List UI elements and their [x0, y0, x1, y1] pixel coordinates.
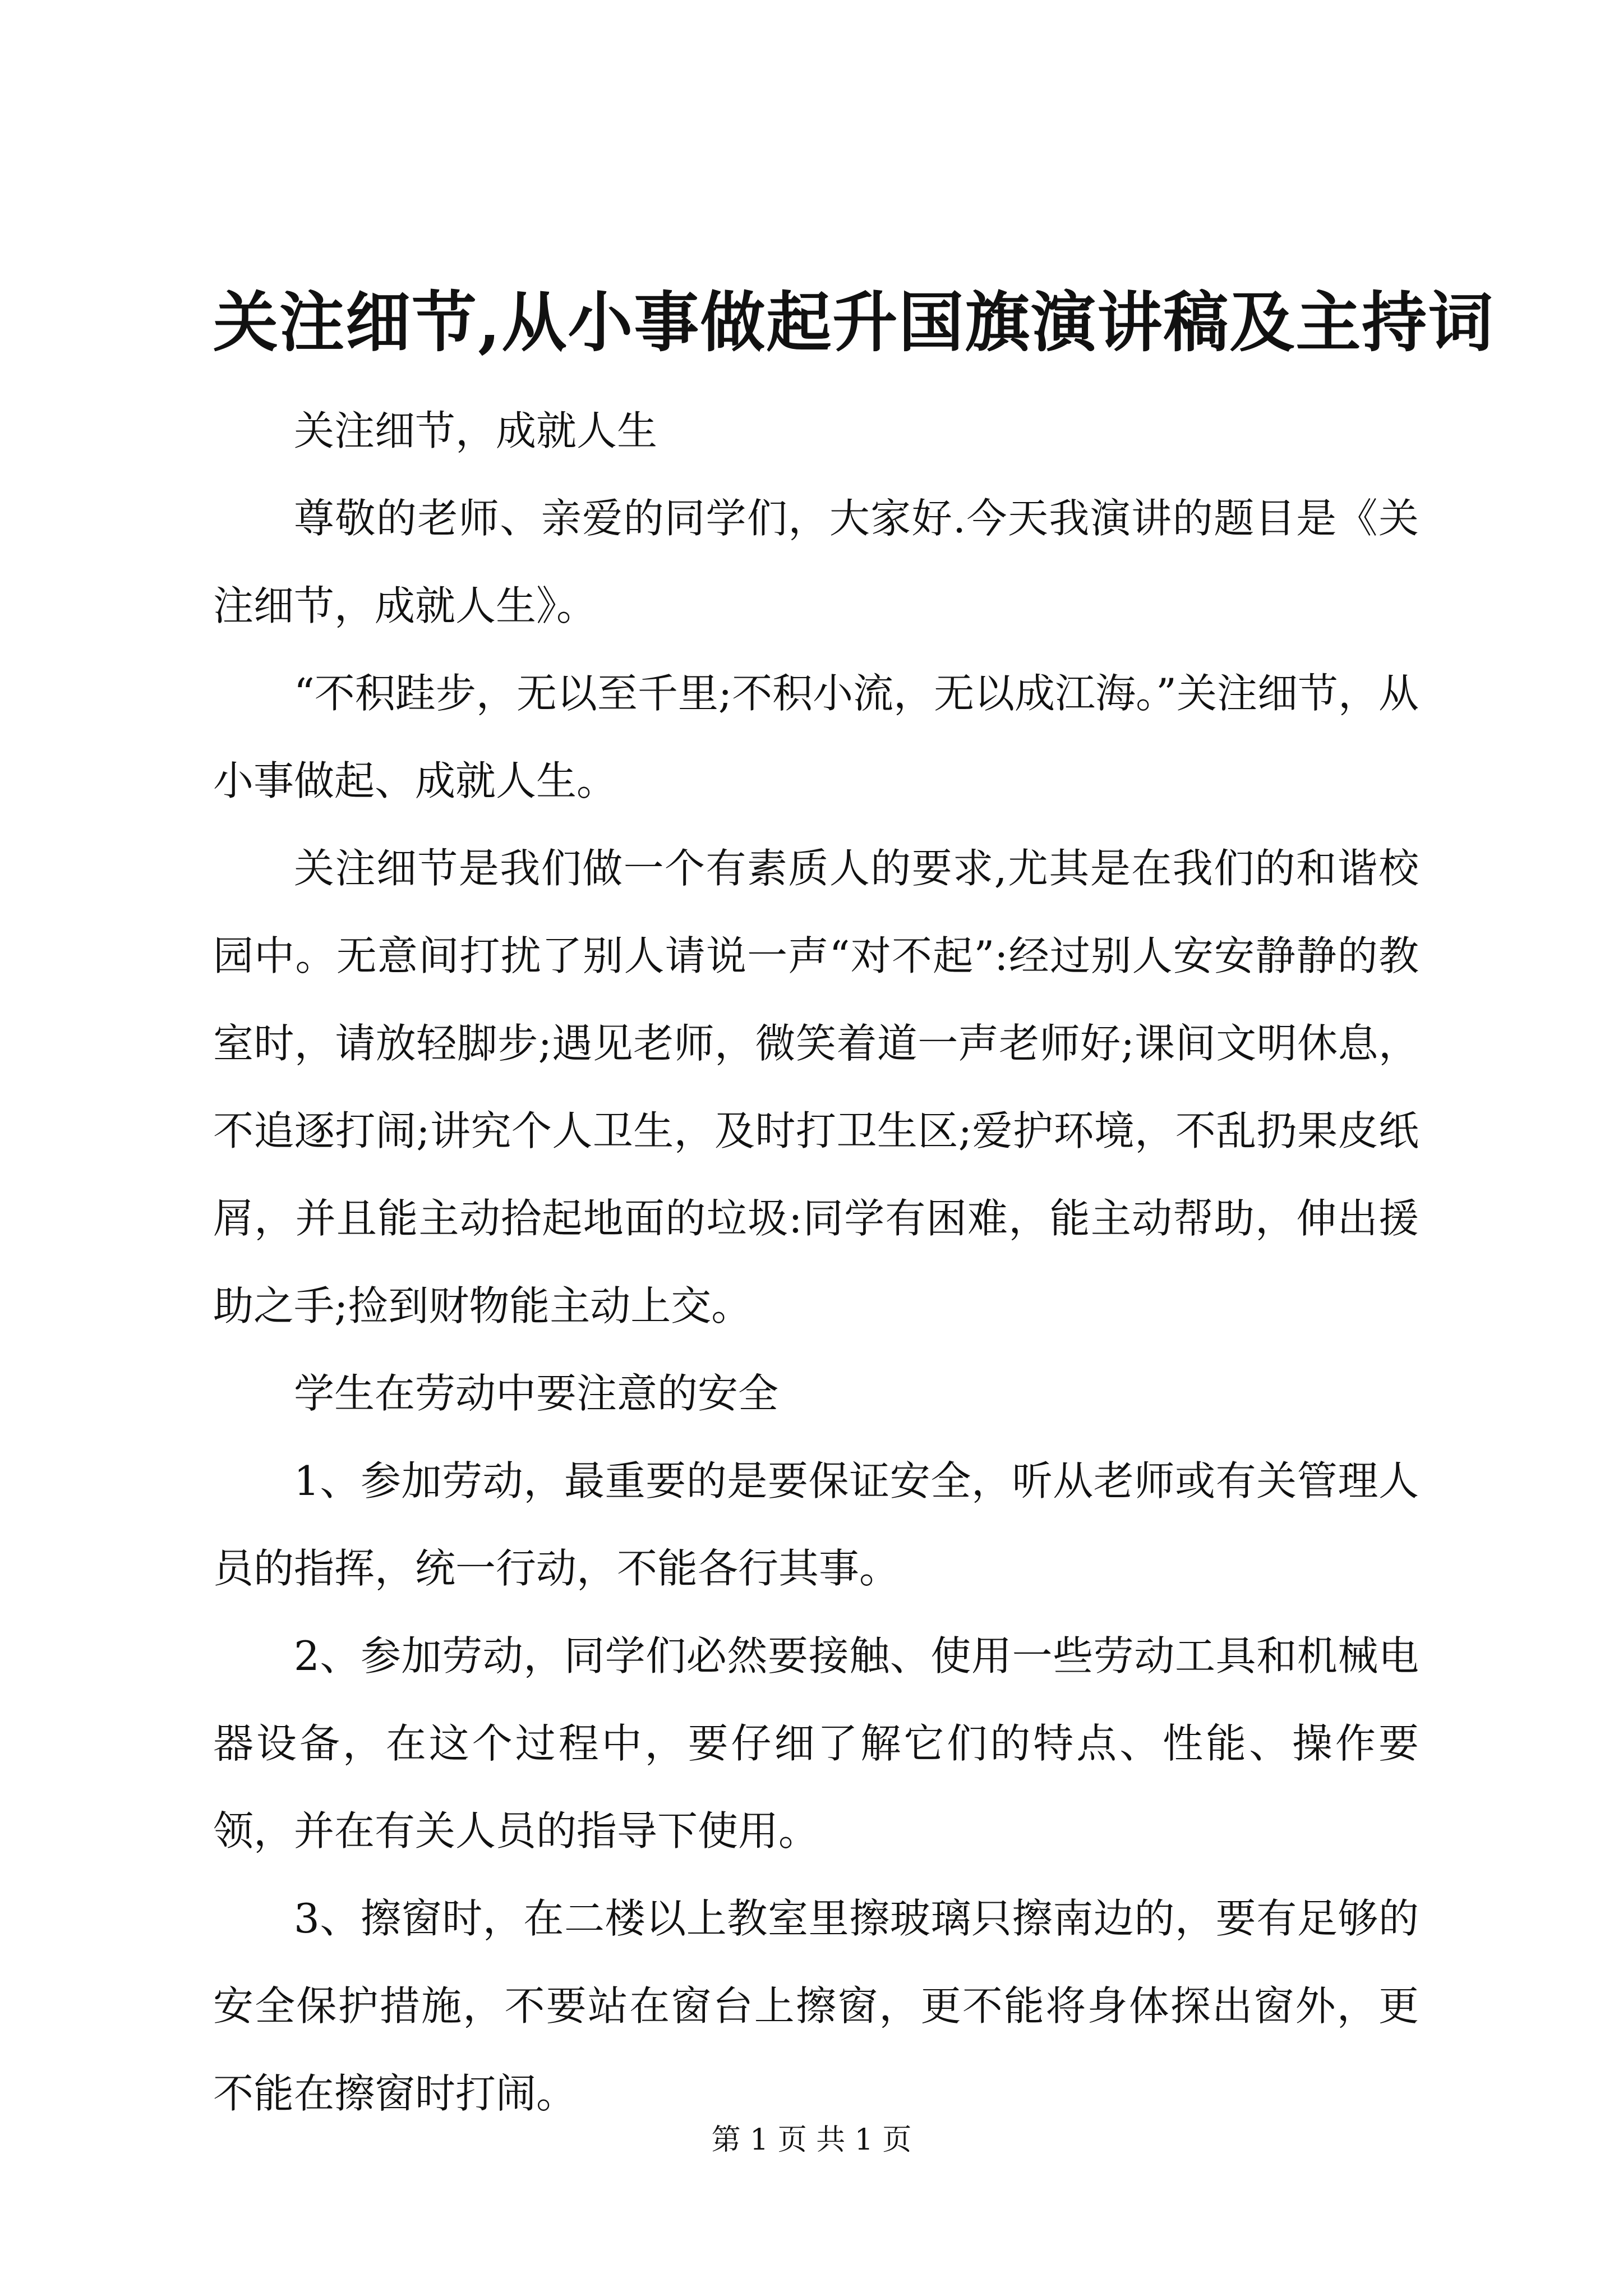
document-title: 关注细节,从小事做起升国旗演讲稿及主持词 [213, 284, 1495, 361]
paragraph-details: 关注细节是我们做一个有素质人的要求,尤其是在我们的和谐校园中。无意间打扰了别人请说一声“对不起”:经过别人安安静静的教室时，请放轻脚步;遇见老师，微笑着道一声老师好;课间文明休息，不追逐打闹;讲究个人卫生，及时打卫生区;爱护环境，不乱扔果皮纸屑，并且能主动拾起地面的垃圾:同学有困难，能主动帮助，伸出援助之手;捡到财物能主动上交。 [213, 845, 1419, 1329]
paragraph-greeting: 尊敬的老师、亲爱的同学们，大家好.今天我演讲的题目是《关注细节，成就人生》。 [213, 495, 1419, 629]
paragraph-subtitle: 关注细节，成就人生 [294, 407, 658, 454]
paragraph-rule-1: 1、参加劳动，最重要的是要保证安全，听从老师或有关管理人员的指挥，统一行动，不能各行其事。 [213, 1457, 1419, 1592]
document-body [213, 387, 1419, 2137]
paragraph-rule-2: 2、参加劳动，同学们必然要接触、使用一些劳动工具和机械电器设备，在这个过程中，要仔细了解它们的特点、性能、操作要领，并在有关人员的指导下使用。 [213, 1632, 1419, 1855]
paragraph-quote: “不积跬步，无以至千里;不积小流，无以成江海。”关注细节，从小事做起、成就人生。 [213, 670, 1419, 804]
page-footer: 第 1 页 共 1 页 [711, 2123, 912, 2157]
paragraph-section-heading: 学生在劳动中要注意的安全 [294, 1370, 779, 1417]
paragraph-rule-3: 3、擦窗时，在二楼以上教室里擦玻璃只擦南边的，要有足够的安全保护措施，不要站在窗台上擦窗，更不能将身体探出窗外，更不能在擦窗时打闹。 [213, 1895, 1419, 2117]
